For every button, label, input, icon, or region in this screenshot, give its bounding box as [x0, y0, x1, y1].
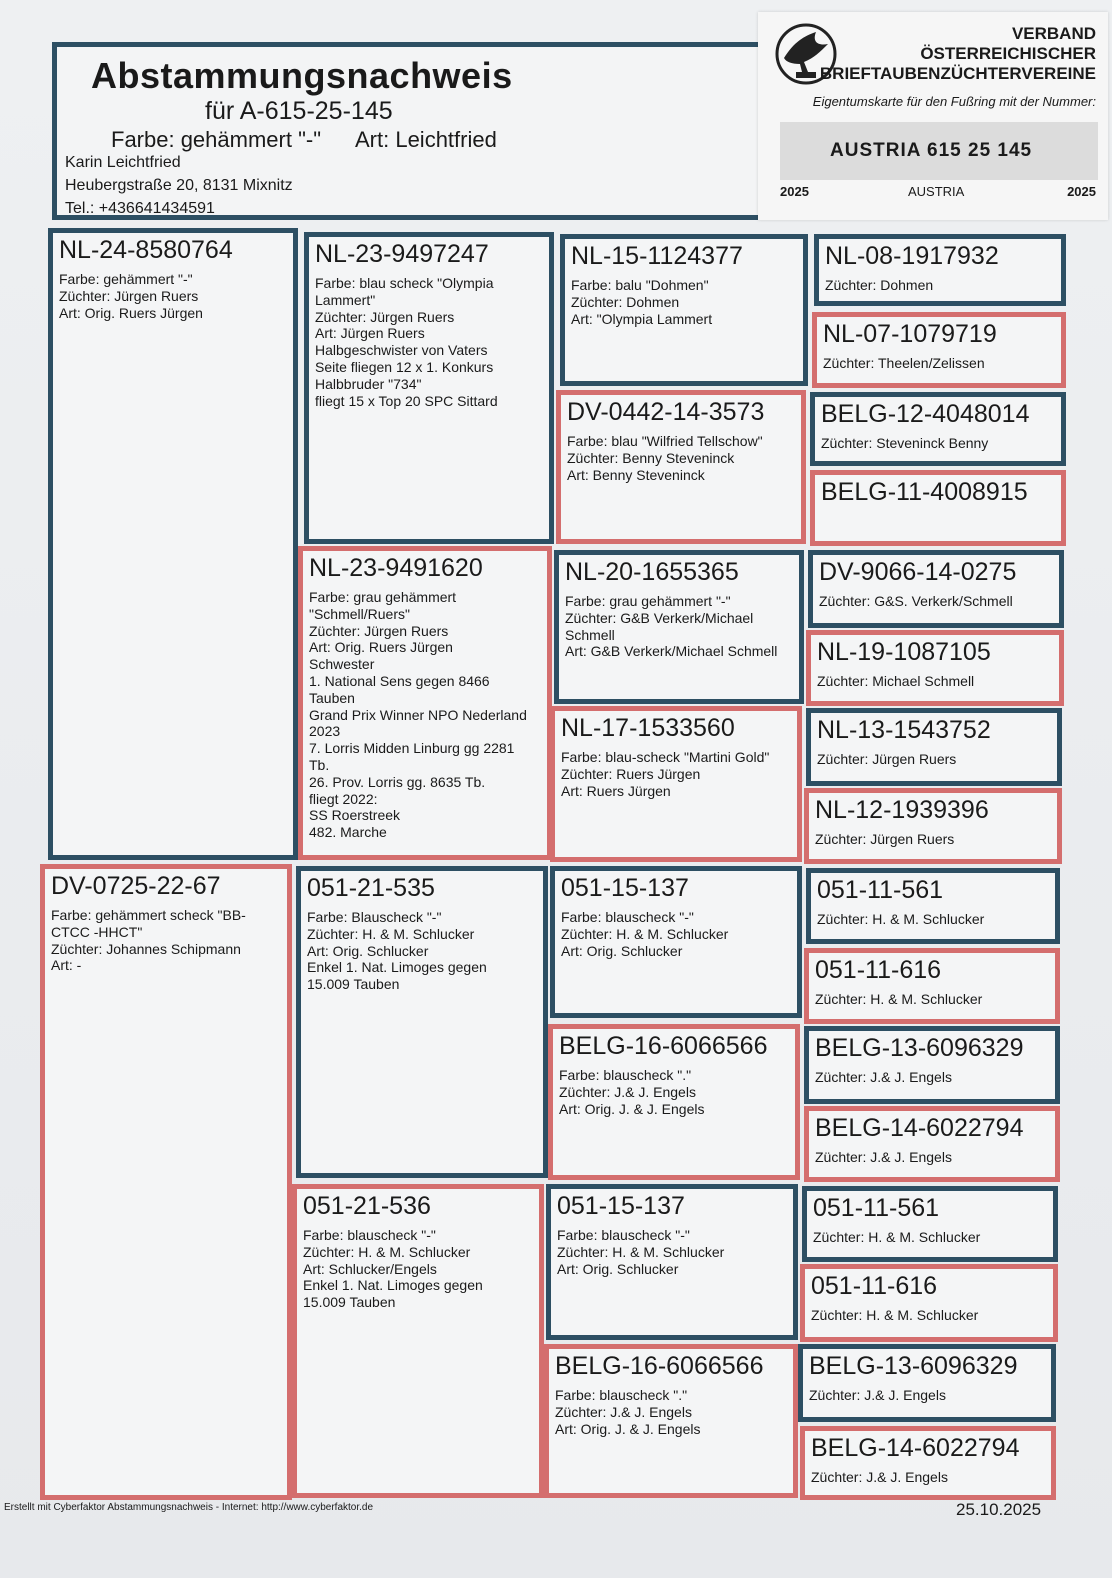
dss-box [550, 866, 802, 1018]
detail-line: Züchter: Ruers Jürgen [561, 765, 701, 782]
dds-box [546, 1184, 798, 1340]
pedigree-header [52, 42, 772, 220]
pigeon-color: Farbe: gehämmert "-" [111, 127, 322, 152]
detail-line: Art: Orig. J. & J. Engels [559, 1100, 705, 1117]
ring-number: 051-11-616 [815, 956, 942, 984]
detail-line: Farbe: balu "Dohmen" [571, 277, 709, 293]
detail-line: Züchter: G&B Verkerk/Michael [565, 609, 754, 626]
detail-line: Halbgeschwister von Vaters [315, 342, 488, 359]
breeder-line: Züchter: H. & M. Schlucker [811, 1307, 979, 1323]
pigeon-details [571, 277, 797, 327]
detail-line: Farbe: blauscheck "-" [557, 1227, 690, 1243]
ring-number: NL-23-9491620 [309, 554, 483, 582]
sss-box [560, 234, 808, 386]
detail-line: Art: Orig. Schlucker [307, 942, 429, 959]
owner-info [65, 151, 293, 220]
detail-line: Schwester [309, 656, 375, 673]
ring-number: BELG-12-4048014 [821, 400, 1030, 428]
ring-number: 051-15-137 [557, 1192, 685, 1220]
detail-line: Art: Ruers Jürgen [561, 782, 671, 799]
ring-number: BELG-14-6022794 [815, 1114, 1024, 1142]
ring-number: BELG-14-6022794 [811, 1434, 1020, 1462]
ring-number: NL-19-1087105 [817, 638, 991, 666]
breeder-line: Züchter: J.& J. Engels [815, 1149, 952, 1165]
sire-box [48, 228, 298, 860]
owner-name: Karin Leichtfried [65, 154, 181, 171]
detail-line: Seite fliegen 12 x 1. Konkurs [315, 358, 494, 375]
ring-number: BELG-16-6066566 [555, 1352, 764, 1380]
detail-line: Art: Orig. J. & J. Engels [555, 1420, 701, 1437]
ring-number: NL-23-9497247 [315, 240, 489, 268]
breeder-line: Züchter: J.& J. Engels [811, 1469, 948, 1485]
ring-number: 051-21-536 [303, 1192, 431, 1220]
ring-number: NL-08-1917932 [825, 242, 999, 270]
detail-line: Art: "Olympia Lammert [571, 310, 713, 327]
sire-sire-box [304, 232, 554, 544]
pigeon-ring-subtitle: für A-615-25-145 [205, 97, 393, 125]
card-year-right: 2025 [1067, 184, 1096, 199]
breeder-line: Züchter: H. & M. Schlucker [813, 1229, 981, 1245]
ring-number: NL-24-8580764 [59, 236, 233, 264]
detail-line: Farbe: gehämmert scheck "BB- [51, 907, 246, 923]
detail-line: Farbe: Blauscheck "-" [307, 909, 442, 925]
ring-number: NL-20-1655365 [565, 558, 739, 586]
ddsd-box [800, 1264, 1058, 1342]
detail-line: Züchter: Johannes Schipmann [51, 940, 241, 957]
sire-dam-box [298, 546, 552, 860]
breeder-line: Züchter: Jürgen Ruers [815, 831, 955, 847]
dsss-box [806, 868, 1060, 944]
detail-line: 7. Lorris Midden Linburg gg 2281 [309, 740, 515, 757]
detail-line: Farbe: blauscheck "-" [303, 1227, 436, 1243]
detail-line: Farbe: blauscheck "." [555, 1387, 688, 1403]
owner-phone: Tel.: +436641434591 [65, 200, 215, 217]
ring-number: BELG-16-6066566 [559, 1032, 768, 1060]
sdds-box [806, 708, 1062, 786]
dam-box [40, 864, 292, 1500]
breeder-line: Züchter: H. & M. Schlucker [815, 991, 983, 1007]
detail-line: "Schmell/Ruers" [309, 605, 410, 622]
ring-number: NL-17-1533560 [561, 714, 735, 742]
pigeon-details [303, 1227, 533, 1311]
detail-line: 1. National Sens gegen 8466 [309, 672, 490, 689]
detail-line: 15.009 Tauben [303, 1294, 396, 1311]
detail-line: Art: Orig. Ruers Jürgen [59, 304, 203, 321]
detail-line: Art: Benny Steveninck [567, 466, 705, 483]
detail-line: Art: G&B Verkerk/Michael Schmell [565, 643, 778, 660]
ring-number: 051-11-561 [813, 1194, 940, 1222]
detail-line: Züchter: Dohmen [571, 293, 680, 310]
pigeon-details [557, 1227, 787, 1277]
ring-number: AUSTRIA 615 25 145 [780, 122, 1098, 180]
detail-line: Züchter: Jürgen Ruers [59, 287, 199, 304]
breeder-line: Züchter: Jürgen Ruers [817, 751, 957, 767]
ssdd-box [810, 470, 1066, 546]
ring-number: DV-9066-14-0275 [819, 558, 1017, 586]
dsd-box [548, 1024, 800, 1180]
ring-number: BELG-13-6096329 [809, 1352, 1018, 1380]
detail-line: Züchter: J.& J. Engels [555, 1403, 692, 1420]
detail-line: 482. Marche [309, 824, 387, 841]
detail-line: Art: Jürgen Ruers [315, 325, 425, 342]
pigeon-details [567, 433, 795, 483]
footer-date: 25.10.2025 [956, 1500, 1042, 1519]
ring-number: 051-21-535 [307, 874, 435, 902]
pigeon-details [565, 593, 793, 660]
detail-line: 15.009 Tauben [307, 976, 400, 993]
detail-line: Tauben [309, 689, 355, 706]
detail-line: fliegt 2022: [309, 790, 378, 807]
pigeon-details [315, 275, 543, 409]
detail-line: Farbe: grau gehämmert "-" [565, 593, 731, 609]
sssd-box [812, 312, 1066, 388]
detail-line: Züchter: H. & M. Schlucker [307, 925, 475, 942]
detail-line: Farbe: grau gehämmert [309, 589, 457, 605]
detail-line: CTCC -HHCT" [51, 923, 143, 940]
detail-line: Züchter: Jürgen Ruers [309, 622, 449, 639]
pigeon-details [561, 749, 791, 799]
detail-line: 26. Prov. Lorris gg. 8635 Tb. [309, 773, 486, 790]
pigeon-details [307, 909, 537, 993]
footer-credit: Erstellt mit Cyberfaktor Abstammungsnachweis - Internet: http://www.cyberfaktor.de [4, 1502, 374, 1513]
dam-dam-box [292, 1184, 544, 1498]
page-title: Abstammungsnachweis [91, 55, 513, 96]
ring-number: 051-11-561 [817, 876, 944, 904]
detail-line: Farbe: gehämmert "-" [59, 271, 193, 287]
sdsd-box [806, 630, 1064, 706]
sdss-box [808, 550, 1064, 628]
breeder-line: Züchter: Steveninck Benny [821, 435, 989, 451]
detail-line: Enkel 1. Nat. Limoges gegen [307, 959, 487, 976]
detail-line: Züchter: Jürgen Ruers [315, 308, 455, 325]
pigeon-details [561, 909, 791, 959]
pigeon-details [555, 1387, 787, 1437]
card-country: AUSTRIA [908, 184, 965, 199]
detail-line: Art: - [51, 957, 82, 974]
detail-line: Grand Prix Winner NPO Nederland [309, 706, 527, 723]
pigeon-details [59, 271, 287, 321]
sddd-box [804, 788, 1062, 864]
detail-line: Schmell [565, 626, 615, 643]
organization-name: VERBAND ÖSTERREICHISCHER BRIEFTAUBENZÜCHTERVEREINE [819, 24, 1096, 83]
breeder-line: Züchter: J.& J. Engels [809, 1387, 946, 1403]
detail-line: Farbe: blauscheck "." [559, 1067, 692, 1083]
breeder-line: Züchter: G&S. Verkerk/Schmell [819, 593, 1013, 609]
ssss-box [814, 234, 1066, 306]
ssds-box [810, 392, 1066, 466]
breeder-line: Züchter: Dohmen [825, 277, 934, 293]
ring-number: DV-0442-14-3573 [567, 398, 765, 426]
detail-line: Farbe: blau-scheck "Martini Gold" [561, 749, 770, 765]
ring-number: BELG-13-6096329 [815, 1034, 1024, 1062]
detail-line: Züchter: H. & M. Schlucker [557, 1243, 725, 1260]
ddds-box [798, 1344, 1056, 1422]
pigeon-details [559, 1067, 789, 1117]
pigeon-breed: Art: Leichtfried [355, 127, 497, 152]
dddd-box [800, 1426, 1056, 1500]
sdd-box [550, 706, 802, 862]
dam-sire-box [296, 866, 548, 1178]
sds-box [554, 550, 804, 704]
ring-number: BELG-11-4008915 [821, 478, 1028, 506]
detail-line: Züchter: H. & M. Schlucker [303, 1243, 471, 1260]
owner-address: Heubergstraße 20, 8131 Mixnitz [65, 177, 293, 194]
detail-line: Art: Schlucker/Engels [303, 1260, 437, 1277]
ring-number: 051-11-616 [811, 1272, 938, 1300]
card-subtitle: Eigentumskarte für den Fußring mit der Nummer: [812, 94, 1096, 109]
ring-number: NL-12-1939396 [815, 796, 989, 824]
breeder-line: Züchter: Michael Schmell [817, 673, 975, 689]
pigeon-details [309, 589, 541, 841]
detail-line: Art: Orig. Schlucker [557, 1260, 679, 1277]
ssd-box [556, 390, 806, 544]
detail-line: fliegt 15 x Top 20 SPC Sittard [315, 392, 498, 409]
ring-number: NL-15-1124377 [571, 242, 743, 270]
detail-line: Halbbruder "734" [315, 375, 422, 392]
detail-line: Art: Orig. Schlucker [561, 942, 683, 959]
detail-line: Enkel 1. Nat. Limoges gegen [303, 1277, 483, 1294]
detail-line: Lammert" [315, 291, 376, 308]
breeder-line: Züchter: H. & M. Schlucker [817, 911, 985, 927]
ddd-box [544, 1344, 798, 1498]
ring-number: DV-0725-22-67 [51, 872, 221, 900]
ring-number: NL-13-1543752 [817, 716, 991, 744]
detail-line: Züchter: Benny Steveninck [567, 449, 735, 466]
detail-line: Tb. [309, 756, 330, 773]
breeder-line: Züchter: Theelen/Zelissen [823, 355, 985, 371]
breeder-line: Züchter: J.& J. Engels [815, 1069, 952, 1085]
dsdd-box [804, 1106, 1060, 1182]
detail-line: Züchter: H. & M. Schlucker [561, 925, 729, 942]
detail-line: Farbe: blauscheck "-" [561, 909, 694, 925]
detail-line: SS Roerstreek [309, 807, 401, 824]
detail-line: Farbe: blau scheck "Olympia [315, 275, 494, 291]
dssd-box [804, 948, 1060, 1024]
detail-line: Art: Orig. Ruers Jürgen [309, 639, 453, 656]
card-year-left: 2025 [780, 184, 809, 199]
ownership-card [758, 12, 1108, 220]
pigeon-details [51, 907, 281, 974]
ring-number: NL-07-1079719 [823, 320, 997, 348]
detail-line: Züchter: J.& J. Engels [559, 1083, 696, 1100]
detail-line: 2023 [309, 723, 341, 740]
ddss-box [802, 1186, 1058, 1262]
detail-line: Farbe: blau "Wilfried Tellschow" [567, 433, 763, 449]
ring-number: 051-15-137 [561, 874, 689, 902]
dsds-box [804, 1026, 1060, 1104]
